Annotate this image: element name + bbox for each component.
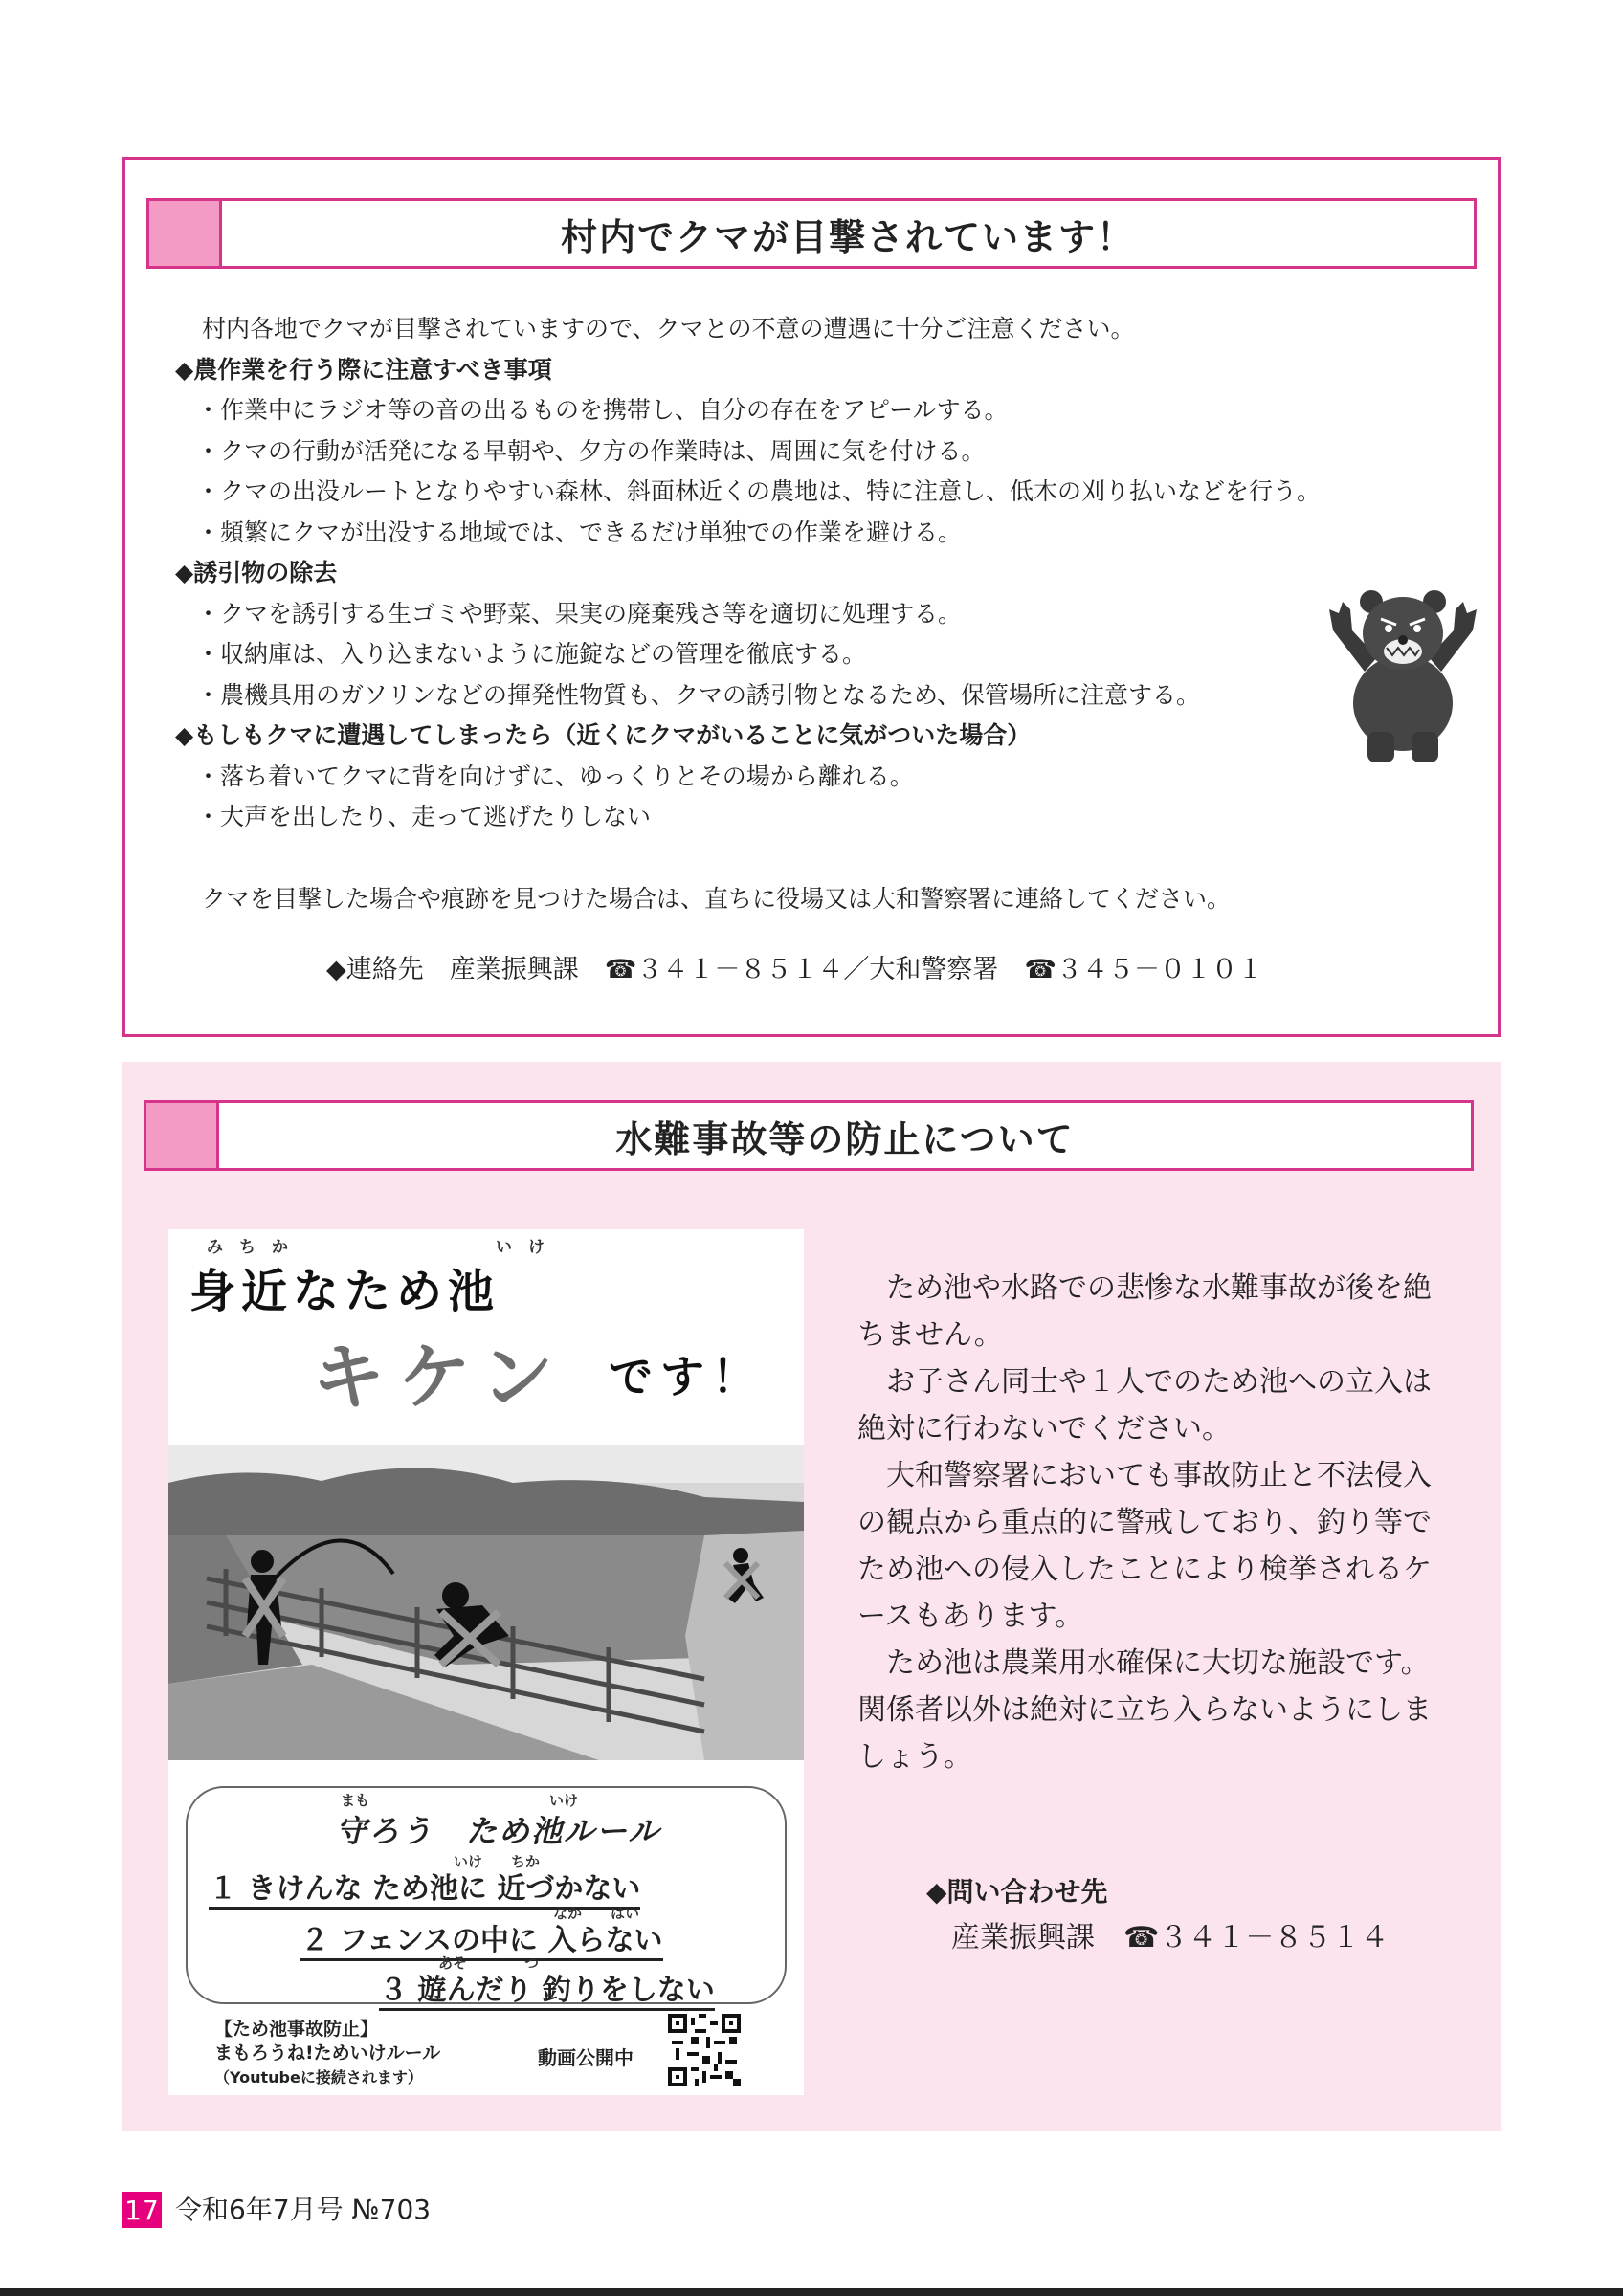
farm-heading: ◆農作業を行う際に注意すべき事項	[175, 356, 552, 384]
water-paragraphs	[857, 1265, 1441, 1780]
issue-label: 令和6年7月号 №703	[175, 2194, 432, 2225]
rule-3: ３ 遊んだり 釣りをしない	[379, 1966, 715, 2011]
ruby-mamo: まも	[341, 1792, 370, 1809]
qr-code[interactable]	[668, 2014, 741, 2086]
bear-warning-section	[122, 157, 1501, 1037]
water-paragraph: お子さん同士や１人でのため池への立入は絶対に行わないでください。	[857, 1365, 1432, 1446]
rule-2: ２ フェンスの中に 入らない	[300, 1916, 663, 1961]
report-instruction: クマを目撃した場合や痕跡を見つけた場合は、直ちに役場又は大和警察署に連絡してください。	[202, 885, 1232, 913]
farm-item: ・クマの出没ルートとなりやすい森林、斜面林近くの農地は、特に注意し、低木の刈り払いなどを行う。	[196, 477, 1322, 505]
pond-danger-poster	[168, 1229, 804, 2095]
ruby-ike-rules: いけ	[549, 1792, 579, 1809]
attractant-item: ・クマを誘引する生ゴミや野菜、果実の廃棄残さ等を適切に処理する。	[196, 600, 963, 628]
video-line: （Youtubeに接続されます）	[214, 2068, 423, 2086]
bottom-rule	[0, 2288, 1623, 2296]
video-info	[214, 2018, 440, 2089]
attractant-heading: ◆誘引物の除去	[175, 559, 338, 586]
inquiry-heading: ◆問い合わせ先	[926, 1876, 1108, 1908]
inquiry-contact: 産業振興課 ☎３４１－８５１４	[951, 1921, 1390, 1954]
bear-intro: 村内各地でクマが目撃されていますので、クマとの不意の遭遇に十分ご注意ください。	[202, 315, 1135, 342]
poster-kiken: キケン	[312, 1335, 567, 1420]
water-paragraph: ため池や水路での悲惨な水難事故が後を絶ちません。	[857, 1271, 1432, 1352]
video-published-label: 動画公開中	[538, 2046, 634, 2069]
video-line: 【ため池事故防止】	[214, 2019, 379, 2040]
bear-title-bar	[146, 198, 1477, 269]
encounter-item: ・大声を出したり、走って逃げたりしない	[196, 803, 652, 830]
attractant-item: ・収納庫は、入り込まないように施錠などの管理を徹底する。	[196, 640, 867, 668]
rules-title: 守ろう ため池ルール	[336, 1813, 661, 1849]
ruby-michika: み ち か	[207, 1238, 288, 1257]
water-title-bar	[144, 1100, 1474, 1171]
ruby-ike: い け	[496, 1238, 545, 1257]
rules-box	[186, 1786, 787, 2007]
water-paragraph: ため池は農業用水確保に大切な施設です。関係者以外は絶対に立ち入らないようにしましょう。	[857, 1646, 1432, 1774]
rule2-ruby: なか はい	[553, 1905, 640, 1922]
title-tab-decoration	[146, 1103, 219, 1168]
video-line: まもろうね!ためいけルール	[214, 2042, 441, 2064]
rule3-ruby: あそ つ	[438, 1954, 540, 1972]
bear-contact: ◆連絡先 産業振興課 ☎３４１－８５１４／大和警察署 ☎３４５－０１０１	[326, 955, 1264, 984]
pond-photo	[168, 1445, 804, 1760]
encounter-heading: ◆もしもクマに遭遇してしまったら（近くにクマがいることに気がついた場合）	[175, 721, 1032, 749]
farm-item: ・クマの行動が活発になる早朝や、夕方の作業時は、周囲に気を付ける。	[196, 437, 986, 465]
water-section-title: 水難事故等の防止について	[615, 1117, 1075, 1160]
farm-item: ・頻繁にクマが出没する地域では、できるだけ単独での作業を避ける。	[196, 519, 963, 546]
poster-headline: 身近なため池	[189, 1265, 500, 1318]
page-number-badge: 17	[122, 2192, 162, 2228]
angry-bear-illustration	[1322, 581, 1484, 767]
poster-desu: です！	[609, 1351, 764, 1402]
title-tab-decoration	[149, 201, 222, 266]
farm-item: ・作業中にラジオ等の音の出るものを携帯し、自分の存在をアピールする。	[196, 396, 1009, 424]
rule-1: １ きけんな ため池に 近づかない	[209, 1865, 640, 1910]
water-paragraph: 大和警察署においても事故防止と不法侵入の観点から重点的に警戒しており、釣り等でため池への侵入したことにより検挙されるケースもあります。	[857, 1459, 1432, 1633]
encounter-item: ・落ち着いてクマに背を向けずに、ゆっくりとその場から離れる。	[196, 762, 914, 790]
bear-section-title: 村内でクマが目撃されています！	[560, 215, 1135, 258]
attractant-item: ・農機具用のガソリンなどの揮発性物質も、クマの誘引物となるため、保管場所に注意する。	[196, 681, 1201, 709]
rule1-ruby: いけ ちか	[454, 1853, 541, 1870]
